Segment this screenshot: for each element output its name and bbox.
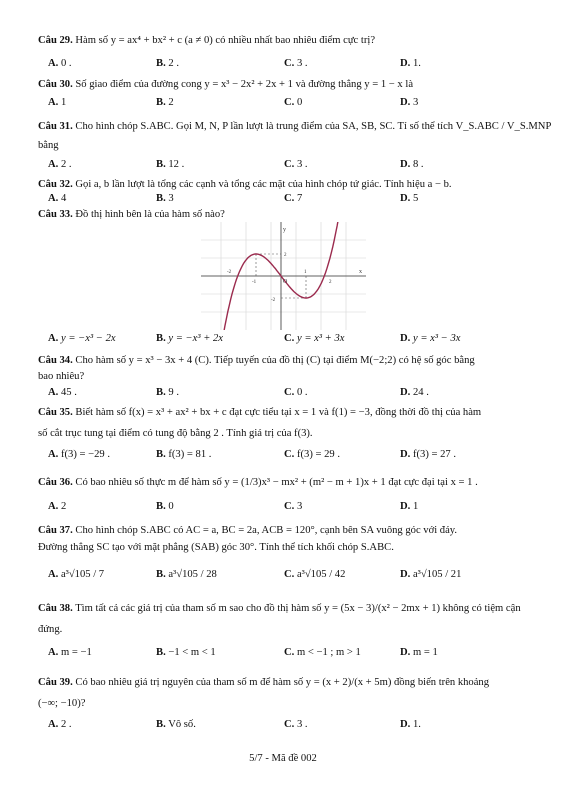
x-axis-label: x <box>359 269 362 275</box>
options-32 <box>48 192 538 206</box>
option-b[interactable]: B. 3 <box>156 193 174 204</box>
cubic-graph <box>201 222 366 330</box>
question-39 <box>38 676 538 710</box>
options-39 <box>48 718 538 732</box>
option-a[interactable]: A. 2 <box>48 501 67 512</box>
option-c[interactable]: C. 0 <box>284 97 303 108</box>
option-a[interactable]: A. f(3) = −29 . <box>48 449 110 460</box>
question-stem-cont: bao nhiêu? <box>38 371 85 383</box>
question-stem: Câu 37. Cho hình chóp S.ABC có AC = a, BC = 2a, ACB = 120°, cạnh bên SA vuông góc với đáy. <box>38 525 458 536</box>
option-c[interactable]: C. f(3) = 29 . <box>284 449 341 460</box>
tick-label: 1 <box>304 270 307 275</box>
option-d[interactable]: D. y = x³ − 3x <box>400 333 461 344</box>
option-b[interactable]: B. 9 . <box>156 387 179 398</box>
question-stem: Câu 34. Cho hàm số y = x³ − 3x + 4 (C). Tiếp tuyến của đồ thị (C) tại điểm M(−2;2) có hệ số góc bằng <box>38 355 475 366</box>
option-a[interactable]: A. 2 . <box>48 159 72 170</box>
option-c[interactable]: C. 0 . <box>284 387 308 398</box>
option-d[interactable]: D. 8 . <box>400 159 424 170</box>
option-b[interactable]: B. y = −x³ + 2x <box>156 333 223 344</box>
option-c[interactable]: C. 3 . <box>284 159 308 170</box>
option-c[interactable]: C. 7 <box>284 193 303 204</box>
question-stem: Câu 36. Có bao nhiêu số thực m để hàm số y = (1/3)x³ − mx² + (m² − m + 1)x + 1 đạt cực đại tại x = 1 . <box>38 477 478 488</box>
options-31 <box>48 158 538 172</box>
option-b[interactable]: B. f(3) = 81 . <box>156 449 212 460</box>
option-d[interactable]: D. a³√105 / 21 <box>400 569 462 580</box>
question-stem-cont: đứng. <box>38 624 63 636</box>
options-38 <box>48 646 538 660</box>
question-31 <box>38 120 552 152</box>
option-b[interactable]: B. 12 . <box>156 159 185 170</box>
question-stem-cont: Đường thẳng SC tạo với mặt phẳng (SAB) góc 30°. Tính thể tích khối chóp S.ABC. <box>38 542 394 554</box>
question-stem: Câu 30. Số giao điểm của đường cong y = x³ − 2x² + 2x + 1 và đường thẳng y = 1 − x là <box>38 79 414 90</box>
question-37 <box>38 524 538 554</box>
option-a[interactable]: A. 45 . <box>48 387 77 398</box>
option-a[interactable]: A. a³√105 / 7 <box>48 569 105 580</box>
option-a[interactable]: A. 0 . <box>48 58 72 69</box>
option-c[interactable]: C. 3 . <box>284 719 308 730</box>
option-d[interactable]: D. 3 <box>400 97 419 108</box>
option-d[interactable]: D. 1. <box>400 58 421 69</box>
option-b[interactable]: B. 0 <box>156 501 174 512</box>
y-axis-label: y <box>283 227 286 233</box>
tick-label: -1 <box>252 280 257 285</box>
options-36 <box>48 500 538 514</box>
options-37 <box>48 568 538 582</box>
options-35 <box>48 448 538 462</box>
question-stem: Câu 35. Biết hàm số f(x) = x³ + ax² + bx + c đạt cực tiểu tại x = 1 và f(1) = −3, đồng thời đồ thị của hàm <box>38 407 482 418</box>
question-stem-cont: số cắt trục tung tại điểm có tung độ bằng 2 . Tính giá trị của f(3). <box>38 428 313 440</box>
option-b[interactable]: B. −1 < m < 1 <box>156 647 216 658</box>
options-29 <box>48 57 538 71</box>
question-stem: Câu 39. Có bao nhiêu giá trị nguyên của tham số m để hàm số y = (x + 2)/(x + 5m) đồng biến trên khoảng <box>38 677 490 688</box>
option-a[interactable]: A. 4 <box>48 193 67 204</box>
question-34 <box>38 354 538 383</box>
tick-label: -2 <box>227 270 232 275</box>
option-a[interactable]: A. m = −1 <box>48 647 92 658</box>
option-b[interactable]: B. 2 . <box>156 58 179 69</box>
question-29 <box>38 34 538 47</box>
question-38 <box>38 602 538 636</box>
option-d[interactable]: D. f(3) = 27 . <box>400 449 457 460</box>
option-a[interactable]: A. 1 <box>48 97 67 108</box>
question-36 <box>38 476 538 489</box>
option-c[interactable]: C. y = x³ + 3x <box>284 333 345 344</box>
tick-label: 2 <box>329 280 332 285</box>
options-30 <box>48 96 538 110</box>
options-34 <box>48 386 538 400</box>
question-32 <box>38 178 538 191</box>
options-33 <box>48 332 538 346</box>
option-a[interactable]: A. y = −x³ − 2x <box>48 333 116 344</box>
option-c[interactable]: C. 3 <box>284 501 303 512</box>
question-stem: Câu 31. Cho hình chóp S.ABC. Gọi M, N, P lần lượt là trung điểm của SA, SB, SC. Tỉ số thể tích V_S.ABC / V_S.MNP <box>38 121 552 132</box>
origin-label: O <box>283 279 288 285</box>
question-35 <box>38 406 538 440</box>
option-a[interactable]: A. 2 . <box>48 719 72 730</box>
option-c[interactable]: C. 3 . <box>284 58 308 69</box>
option-d[interactable]: D. 5 <box>400 193 419 204</box>
question-stem-cont: bằng <box>38 140 59 152</box>
option-d[interactable]: D. 1 <box>400 501 419 512</box>
question-stem: Câu 38. Tìm tất cả các giá trị của tham số m sao cho đồ thị hàm số y = (5x − 3)/(x² − 2mx + 1) không có tiệm cận <box>38 603 521 614</box>
tick-label: -2 <box>271 298 276 303</box>
page-footer: 5/7 - Mã đề 002 <box>249 753 317 764</box>
question-stem: Câu 29. Hàm số y = ax⁴ + bx² + c (a ≠ 0) có nhiều nhất bao nhiêu điểm cực trị? <box>38 35 376 46</box>
option-b[interactable]: B. Vô số. <box>156 719 196 730</box>
question-stem: Câu 32. Gọi a, b lần lượt là tổng các cạnh và tổng các mặt của hình chóp tứ giác. Tính hiệu a − b. <box>38 179 452 190</box>
option-b[interactable]: B. 2 <box>156 97 174 108</box>
option-d[interactable]: D. 24 . <box>400 387 429 398</box>
option-d[interactable]: D. m = 1 <box>400 647 438 658</box>
option-b[interactable]: B. a³√105 / 28 <box>156 569 217 580</box>
question-33 <box>38 208 538 221</box>
option-d[interactable]: D. 1. <box>400 719 421 730</box>
question-stem-cont: (−∞; −10)? <box>38 698 86 710</box>
option-c[interactable]: C. a³√105 / 42 <box>284 569 346 580</box>
tick-label: 2 <box>284 253 287 258</box>
question-30 <box>38 78 538 91</box>
question-stem: Câu 33. Đồ thị hình bên là của hàm số nào? <box>38 209 225 220</box>
option-c[interactable]: C. m < −1 ; m > 1 <box>284 647 361 658</box>
